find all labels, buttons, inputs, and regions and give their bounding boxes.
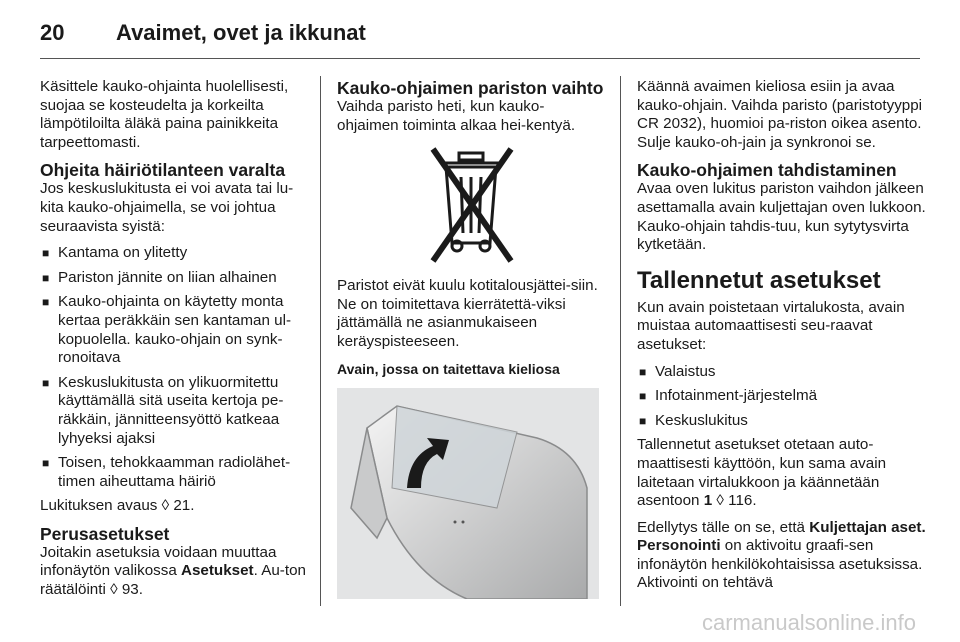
header-rule: [40, 58, 920, 59]
watermark: carmanualsonline.info: [701, 610, 916, 635]
list-item: ■ Pariston jännite on liian alhainen: [42, 268, 277, 286]
section-heading-battery: Kauko-ohjaimen pariston vaihto: [337, 78, 604, 98]
section-heading-faults: Ohjeita häiriötilanteen varalta: [40, 160, 286, 181]
saved-settings-usage-paragraph: Tallennetut asetukset otetaan auto-maattisesti käyttöön, kun sama avain laitetaan virtalukkoon ja käännetään asentoon 1 ◊ 116.: [637, 436, 887, 510]
list-item: ■ Valaistus: [639, 362, 716, 380]
ref-arrow-icon: ◊: [716, 492, 724, 510]
list-item: ■ Kauko-ohjainta on käytetty monta kertaa peräkkäin sen kantaman ul-kopuolella. kauko-ohjain on synk-ronoitava: [42, 293, 292, 367]
intro-paragraph: Käsittele kauko-ohjainta huolellisesti, suojaa se kosteudelta ja korkeilta lämpötiloilta äläkä paina painikkeita tarpeettomasti.: [40, 78, 289, 151]
list-item: ■ Keskuslukitus: [639, 411, 748, 429]
key-illustration: [337, 388, 599, 599]
basic-settings-paragraph: Joitakin asetuksia voidaan muuttaa infonäytön valikossa Asetukset. Au-ton räätälöinti ◊ 93.: [40, 543, 306, 599]
column-divider-1: [320, 76, 321, 606]
list-item: ■ Toisen, tehokkaamman radiolähet-timen aiheuttama häiriö: [42, 454, 291, 490]
section-heading-saved-settings: Tallennetut asetukset: [637, 266, 881, 294]
page-link[interactable]: 93.: [121, 581, 143, 599]
page-number: 20: [40, 20, 65, 45]
saved-settings-list: [637, 363, 927, 431]
faults-list: [40, 244, 308, 491]
page-header: [0, 0, 960, 58]
section-heading-basic-settings: Perusasetukset: [40, 523, 170, 544]
ref-arrow-icon: ◊: [161, 497, 170, 515]
column-2: [337, 78, 605, 599]
sync-paragraph: Avaa oven lukitus pariston vaihdon jälkeen asettamalla avain kuljettajan oven lukkoon. Kauko-ohjain tahdis-tuu, kun sytytysvirta kytketään.: [637, 180, 926, 254]
list-item: ■ Keskuslukitusta on ylikuormitettu käyttämällä sitä useita kertoja pe-räkkäin, jännitteensyöttö katkeaa lyhyeksi ajaksi: [42, 373, 284, 447]
ref-arrow-icon: ◊: [110, 581, 118, 599]
bullet-icon: ■: [639, 413, 647, 428]
menu-name: Asetukset: [181, 562, 254, 580]
personalization-paragraph: Edellytys tälle on se, että Kuljettajan aset. Personointi on aktivoitu graafi-sen infonäytön henkilökohtaisissa asetuksissa. Aktivointi on tehtävä: [637, 518, 926, 592]
list-item: ■ Infotainment-järjestelmä: [639, 387, 818, 405]
bullet-icon: ■: [639, 364, 647, 379]
bullet-icon: ■: [42, 456, 50, 471]
saved-settings-paragraph: Kun avain poistetaan virtalukosta, avain muistaa automaattisesti seu-raavat asetukset:: [637, 298, 905, 353]
page-title: Avaimet, ovet ja ikkunat: [116, 20, 366, 45]
column-3: [637, 78, 927, 601]
menu-name: Kuljettajan aset. Personointi: [637, 518, 926, 555]
page-link[interactable]: 21.: [173, 497, 195, 515]
bullet-icon: ■: [639, 389, 647, 404]
column-divider-2: [620, 76, 621, 606]
section-heading-sync: Kauko-ohjaimen tahdistaminen: [637, 160, 897, 181]
ignition-position: 1: [703, 492, 713, 510]
page-link[interactable]: 116.: [728, 492, 757, 510]
bullet-icon: ■: [42, 246, 50, 261]
image-caption: Avain, jossa on taitettava kieliosa: [337, 360, 560, 377]
battery-paragraph: Vaihda paristo heti, kun kauko-ohjaimen toiminta alkaa hei-kentyä.: [337, 98, 576, 134]
bullet-icon: ■: [42, 375, 50, 390]
column-1: [40, 78, 308, 608]
bullet-icon: ■: [42, 295, 50, 310]
faults-paragraph: Jos keskuslukitusta ei voi avata tai lu-kita kauko-ohjaimella, se voi johtua seuraavista syistä:: [40, 180, 294, 235]
list-item: ■ Kantama on ylitetty: [42, 244, 188, 262]
recycling-paragraph: Paristot eivät kuulu kotitalousjättei-siin. Ne on toimitettava kierrätettä-viksi jättämällä ne asianmukaiseen keräyspisteeseen.: [337, 277, 598, 350]
unlock-reference: Lukituksen avaus ◊ 21.: [40, 497, 195, 515]
crossed-bin-icon: [337, 143, 605, 267]
bullet-icon: ■: [42, 270, 50, 285]
battery-steps-paragraph: Käännä avaimen kieliosa esiin ja avaa kauko-ohjain. Vaihda paristo (paristotyyppi CR 2032), huomioi pa-riston oikea asento. Sulje kauko-oh-jain ja synkronoi se.: [637, 78, 923, 151]
